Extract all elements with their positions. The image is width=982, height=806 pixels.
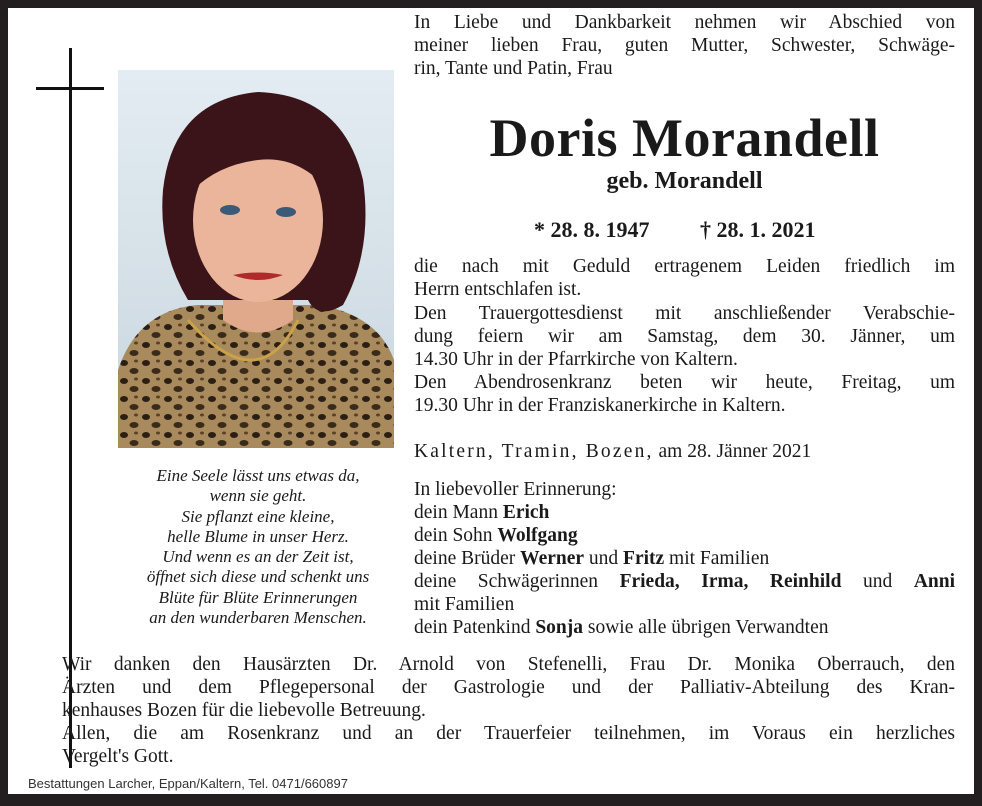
poem-line: Sie pflanzt eine kleine, xyxy=(181,506,335,526)
relative-name: Werner xyxy=(520,548,585,569)
service-line: Den Abendrosenkranz beten wir heute, Freitag, um xyxy=(414,372,955,393)
poem-line: wenn sie geht. xyxy=(209,486,307,506)
mourner-line xyxy=(414,478,955,501)
service-line: 19.30 Uhr in der Franziskanerkirche in Kaltern. xyxy=(414,395,786,416)
mourner-line xyxy=(414,616,955,639)
mourner-line xyxy=(414,593,955,616)
mourner-text: mit Familien xyxy=(664,548,770,569)
mourner-text: dein Patenkind xyxy=(414,617,536,638)
relative-name: Frieda, Irma, Reinhild xyxy=(619,571,842,592)
death-date: † 28. 1. 2021 xyxy=(700,217,816,242)
thanks-line: kenhauses Bozen für die liebevolle Betreuung. xyxy=(62,700,426,721)
mourner-text: dein Sohn xyxy=(414,525,498,546)
birth-date: * 28. 8. 1947 xyxy=(534,217,650,242)
intro-line: In Liebe und Dankbarkeit nehmen wir Abschied von xyxy=(414,12,955,33)
thanks-line: Ärzten und dem Pflegepersonal der Gastrologie und der Palliativ-Abteilung des Kran- xyxy=(62,677,955,698)
mourner-line xyxy=(414,570,955,593)
places: Kaltern, Tramin, Bozen, xyxy=(414,441,654,462)
mourner-text: deine Schwägerinnen xyxy=(414,571,620,592)
relative-name: Fritz xyxy=(623,548,665,569)
poem-line: Und wenn es an der Zeit ist, xyxy=(162,547,354,567)
mourner-text: und xyxy=(584,548,624,569)
service-line: Den Trauergottesdienst mit anschließender Verabschie- xyxy=(414,303,955,324)
mourner-text: sowie alle übrigen Verwandten xyxy=(583,617,829,638)
mourner-text: In liebevoller Erinnerung: xyxy=(414,479,617,500)
funeral-home-footer: Bestattungen Larcher, Eppan/Kaltern, Tel. 0471/660897 xyxy=(28,776,348,791)
service-line: 14.30 Uhr in der Pfarrkirche von Kaltern. xyxy=(414,349,738,370)
portrait-photo xyxy=(118,70,394,448)
poem-line: helle Blume in unser Herz. xyxy=(167,526,349,546)
mourner-line xyxy=(414,501,955,524)
passing-line: die nach mit Geduld ertragenem Leiden friedlich im xyxy=(414,256,955,277)
mourner-text: dein Mann xyxy=(414,502,503,523)
deceased-name: Doris Morandell xyxy=(489,108,880,168)
notice-date: am 28. Jänner 2021 xyxy=(658,441,812,462)
poem-line: an den wunderbaren Menschen. xyxy=(149,608,367,628)
thanks-line: Vergelt's Gott. xyxy=(62,746,174,767)
poem-line: Blüte für Blüte Erinnerungen xyxy=(158,587,358,607)
mourner-text: deine Brüder xyxy=(414,548,521,569)
poem-line: Eine Seele lässt uns etwas da, xyxy=(156,466,360,485)
mourner-text: mit Familien xyxy=(414,594,515,615)
thanks-line: Allen, die am Rosenkranz und an der Trauerfeier teilnehmen, im Voraus ein herzliches xyxy=(62,723,955,744)
maiden-name: geb. Morandell xyxy=(606,168,763,194)
mourner-line xyxy=(414,524,955,547)
relative-name: Erich xyxy=(502,502,550,523)
poem xyxy=(118,466,398,628)
passing-line: Herrn entschlafen ist. xyxy=(414,279,582,300)
relative-name: Sonja xyxy=(535,617,584,638)
service-line: dung feiern wir am Samstag, dem 30. Jänner, um xyxy=(414,326,955,347)
relative-name: Anni xyxy=(913,571,956,592)
intro-line: rin, Tante und Patin, Frau xyxy=(414,58,613,79)
mourner-line xyxy=(414,547,955,570)
mourner-text: und xyxy=(841,571,914,592)
relative-name: Wolfgang xyxy=(497,525,578,546)
poem-line: öffnet sich diese und schenkt uns xyxy=(146,567,370,587)
thanks-line: Wir danken den Hausärzten Dr. Arnold von Stefenelli, Frau Dr. Monika Oberrauch, den xyxy=(62,654,955,675)
intro-line: meiner lieben Frau, guten Mutter, Schwester, Schwäge- xyxy=(414,35,955,56)
place-date-line xyxy=(414,440,955,463)
cross-icon-bar xyxy=(36,87,104,90)
